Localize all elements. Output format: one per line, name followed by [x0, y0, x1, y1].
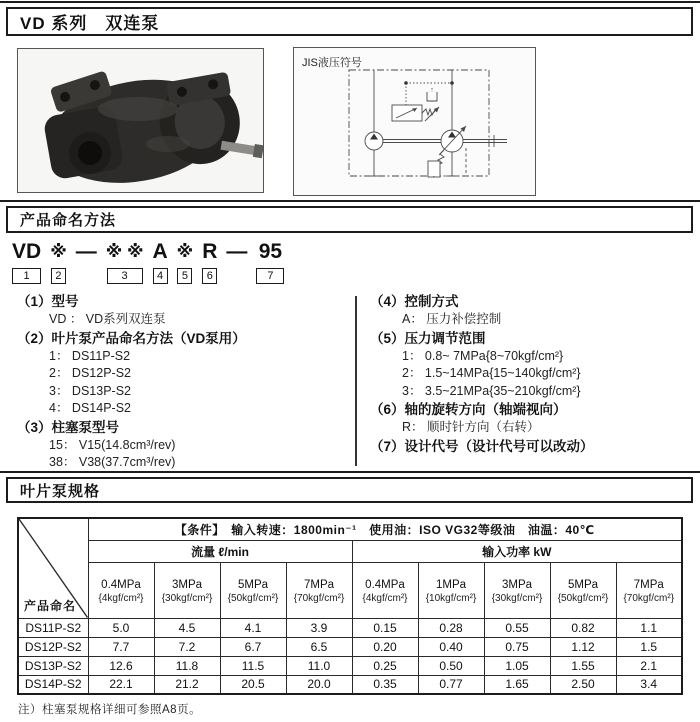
value-cell: 6.5 [286, 637, 352, 656]
exp-item: 38： V38(37.7cm³/rev) [49, 455, 176, 469]
pressure-header [616, 562, 682, 618]
code-char: A [152, 240, 168, 263]
value-cell: 0.50 [418, 656, 484, 675]
exp-item: R： 顺时针方向（右转） [402, 420, 540, 434]
pressure-header [550, 562, 616, 618]
pressure-header [286, 562, 352, 618]
code-unit-3 [106, 240, 144, 284]
jis-hydraulic-symbol-diagram [294, 48, 535, 195]
column-divider [355, 296, 357, 466]
corner-label: 产品命名 [24, 598, 77, 613]
footnote: 注）柱塞泵规格详细可参照A8页。 [18, 704, 202, 716]
exp-heading: （6）轴的旋转方向（轴端视向） [370, 402, 567, 417]
specs-rule [0, 471, 700, 473]
test-condition: 【条件】 输入转速：1800min⁻¹ 使用油：ISO VG32等级油 油温：40℃ [88, 518, 682, 540]
pressure-header [418, 562, 484, 618]
value-cell: 5.0 [88, 618, 154, 637]
exp-item: 15： V15(14.8cm³/rev) [49, 437, 176, 452]
code-position-box: 4 [153, 268, 168, 284]
pressure-mpa: 7MPa [303, 578, 335, 591]
pressure-header [484, 562, 550, 618]
pressure-kgf: {50kgf/cm²} [557, 592, 609, 604]
exp-item: A： 压力补偿控制 [402, 312, 502, 326]
value-cell: 1.5 [616, 637, 682, 656]
value-cell: 7.2 [154, 637, 220, 656]
value-cell: 20.0 [286, 675, 352, 694]
code-unit-6 [202, 240, 217, 284]
exp-item: 2： DS12P-S2 [49, 366, 131, 380]
pressure-mpa: 3MPa [171, 578, 203, 591]
naming-left-column [17, 292, 349, 472]
code-unit-1 [12, 240, 41, 284]
value-cell: 0.40 [418, 637, 484, 656]
pressure-mpa: 1MPa [435, 578, 467, 591]
exp-item: VD ： VD系列双连泵 [49, 312, 166, 326]
pressure-mpa: 7MPa [633, 578, 664, 591]
pressure-header [352, 562, 418, 618]
exp-item: 3： 3.5~21MPa{35~210kgf/cm²} [402, 383, 581, 398]
product-name: DS13P-S2 [18, 656, 88, 675]
value-cell: 3.4 [616, 675, 682, 694]
pressure-kgf: {10kgf/cm²} [425, 592, 477, 604]
page-title: VD 系列 双连泵 [20, 14, 160, 33]
value-cell: 0.25 [352, 656, 418, 675]
value-cell: 11.8 [154, 656, 220, 675]
pressure-header [88, 562, 154, 618]
pressure-header [220, 562, 286, 618]
value-cell: 1.1 [616, 618, 682, 637]
value-cell: 4.1 [220, 618, 286, 637]
power-group-header: 输入功率 kW [352, 540, 682, 562]
value-cell: 22.1 [88, 675, 154, 694]
code-position-box: 2 [51, 268, 66, 284]
code-char: ※ [50, 242, 67, 261]
table-row [18, 656, 682, 675]
pressure-kgf: {70kgf/cm²} [293, 592, 345, 604]
naming-banner [6, 206, 693, 233]
value-cell: 1.65 [484, 675, 550, 694]
corner-cell [18, 518, 88, 618]
code-char: ※ [176, 242, 194, 261]
exp-item: 3： DS13P-S2 [49, 383, 131, 398]
code-char: — [226, 240, 248, 263]
pressure-mpa: 5MPa [237, 578, 269, 591]
pressure-mpa: 3MPa [501, 578, 533, 591]
specs-banner [6, 477, 693, 503]
vane-pump-spec-table [17, 517, 683, 695]
code-unit-5 [177, 240, 194, 284]
naming-banner-label: 产品命名方法 [20, 212, 117, 229]
exp-item: 2： 1.5~14MPa{15~140kgf/cm²} [402, 366, 581, 380]
value-cell: 12.6 [88, 656, 154, 675]
pressure-mpa: 0.4MPa [365, 578, 405, 591]
pump-photo-frame [17, 48, 264, 193]
value-cell: 0.35 [352, 675, 418, 694]
code-position-box: 5 [177, 268, 192, 284]
exp-item: 1： DS11P-S2 [49, 348, 131, 363]
value-cell: 0.75 [484, 637, 550, 656]
exp-heading: （3）柱塞泵型号 [17, 419, 120, 435]
code-position-box: 3 [107, 268, 143, 284]
exp-item: 4： DS14P-S2 [49, 401, 131, 415]
jis-label: JIS液压符号 [302, 57, 362, 69]
value-cell: 20.5 [220, 675, 286, 694]
value-cell: 0.77 [418, 675, 484, 694]
code-unit-4 [153, 240, 168, 284]
pressure-header [154, 562, 220, 618]
jis-symbol-frame [293, 47, 536, 196]
pressure-mpa: 0.4MPa [101, 578, 141, 591]
exp-heading: （7）设计代号（设计代号可以改动） [370, 438, 594, 454]
code-char: 95 [258, 240, 283, 263]
code-unit-2 [50, 240, 67, 284]
naming-rule [0, 200, 700, 202]
exp-heading: （4）控制方式 [370, 294, 459, 309]
value-cell: 11.5 [220, 656, 286, 675]
code-dash [226, 240, 247, 264]
top-rule [0, 1, 700, 3]
product-name: DS11P-S2 [18, 618, 88, 637]
pressure-kgf: {4kgf/cm²} [98, 592, 144, 604]
code-char: ※ ※ [105, 242, 144, 261]
product-name: DS12P-S2 [18, 637, 88, 656]
flow-group-header: 流量 ℓ/min [88, 540, 352, 562]
specs-banner-label: 叶片泵规格 [20, 482, 101, 500]
exp-item: 1： 0.8~ 7MPa{8~70kgf/cm²} [402, 348, 564, 363]
value-cell: 11.0 [286, 656, 352, 675]
value-cell: 0.20 [352, 637, 418, 656]
exp-heading: （2）叶片泵产品命名方法（VD泵用） [17, 330, 246, 346]
value-cell: 2.50 [550, 675, 616, 694]
code-unit-7 [256, 240, 284, 284]
code-dash [76, 240, 97, 264]
code-position-box: 7 [256, 268, 284, 284]
pressure-kgf: {70kgf/cm²} [623, 592, 675, 604]
naming-right-column [370, 292, 695, 456]
code-char: R [202, 240, 218, 263]
pressure-kgf: {30kgf/cm²} [161, 592, 213, 604]
value-cell: 21.2 [154, 675, 220, 694]
value-cell: 1.55 [550, 656, 616, 675]
value-cell: 7.7 [88, 637, 154, 656]
value-cell: 0.55 [484, 618, 550, 637]
pressure-kgf: {30kgf/cm²} [491, 592, 543, 604]
value-cell: 4.5 [154, 618, 220, 637]
value-cell: 3.9 [286, 618, 352, 637]
value-cell: 0.82 [550, 618, 616, 637]
value-cell: 0.28 [418, 618, 484, 637]
value-cell: 0.15 [352, 618, 418, 637]
code-char: — [75, 240, 97, 263]
product-name: DS14P-S2 [18, 675, 88, 694]
page-title-banner [6, 7, 693, 36]
pressure-kgf: {4kgf/cm²} [362, 592, 408, 604]
value-cell: 1.05 [484, 656, 550, 675]
value-cell: 1.12 [550, 637, 616, 656]
value-cell: 6.7 [220, 637, 286, 656]
exp-heading: （1）型号 [17, 294, 79, 309]
value-cell: 2.1 [616, 656, 682, 675]
code-position-box: 1 [12, 268, 41, 284]
model-code [12, 240, 284, 284]
code-char: VD [12, 240, 42, 263]
code-position-box: 6 [202, 268, 217, 284]
table-row [18, 618, 682, 637]
table-row [18, 675, 682, 694]
table-row [18, 637, 682, 656]
pump-photo [18, 49, 263, 192]
exp-heading: （5）压力调节范围 [370, 330, 486, 346]
pressure-mpa: 5MPa [567, 578, 599, 591]
pressure-kgf: {50kgf/cm²} [227, 592, 279, 604]
